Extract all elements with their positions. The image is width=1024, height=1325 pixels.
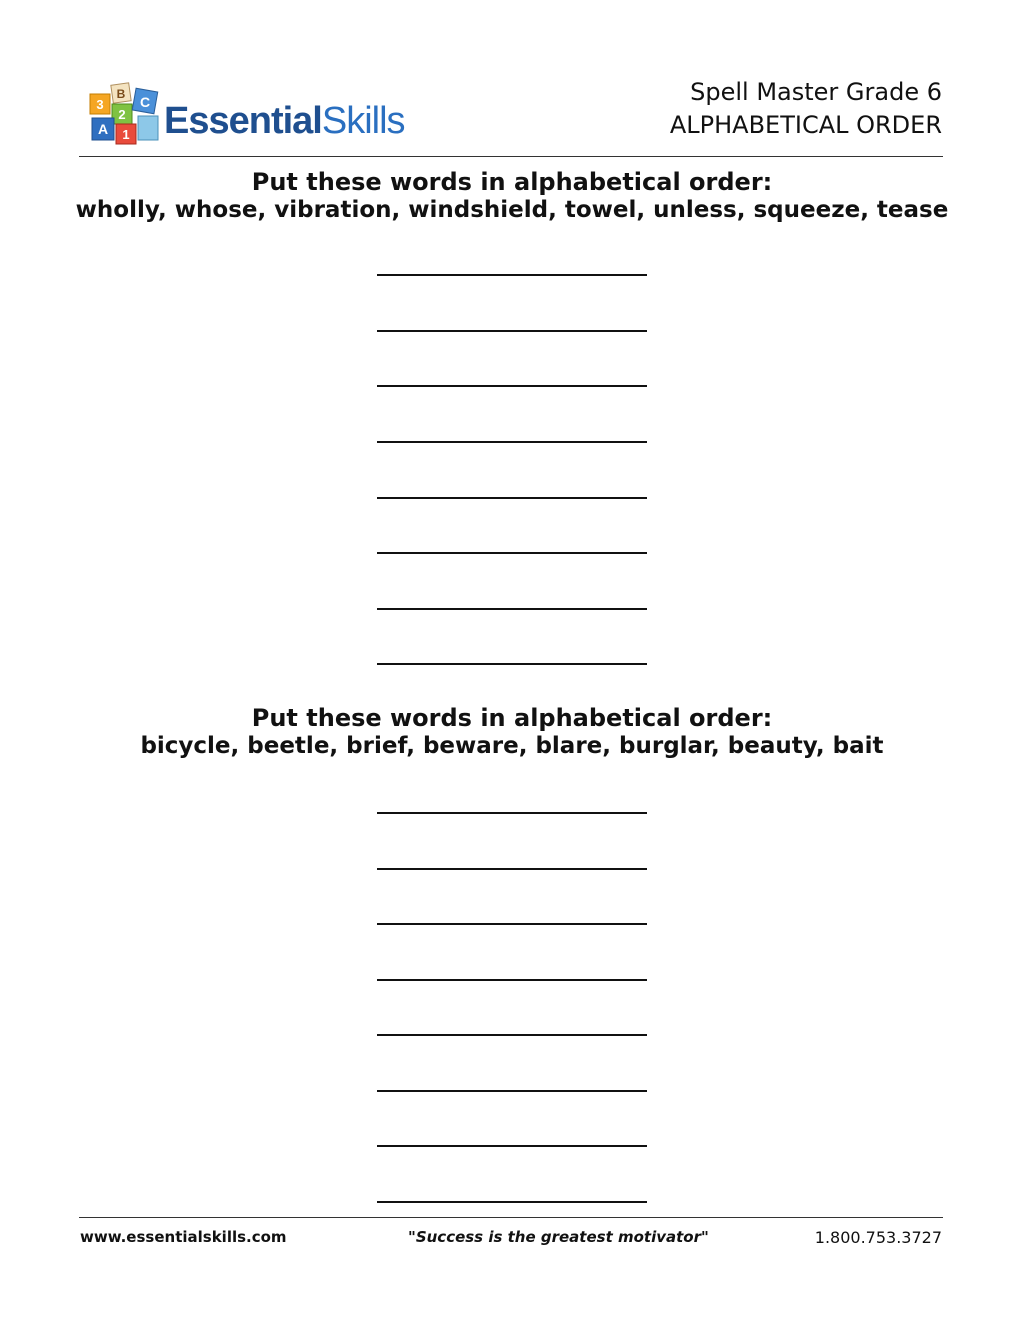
footer-website[interactable]: www.essentialskills.com bbox=[80, 1228, 287, 1246]
header-divider bbox=[79, 156, 943, 157]
answer-line[interactable] bbox=[377, 608, 647, 610]
footer-slogan: "Success is the greatest motivator" bbox=[408, 1228, 709, 1246]
answer-line[interactable] bbox=[377, 330, 647, 332]
answer-line[interactable] bbox=[377, 274, 647, 276]
answer-line[interactable] bbox=[377, 868, 647, 870]
exercise-1 bbox=[0, 168, 1024, 224]
answer-line[interactable] bbox=[377, 1090, 647, 1092]
answer-line[interactable] bbox=[377, 979, 647, 981]
answer-line[interactable] bbox=[377, 923, 647, 925]
series-title: Spell Master Grade 6 bbox=[690, 78, 942, 106]
answer-line[interactable] bbox=[377, 552, 647, 554]
exercise-instruction: Put these words in alphabetical order: bbox=[251, 704, 773, 732]
exercise-instruction: Put these words in alphabetical order: bbox=[251, 168, 773, 196]
answer-line[interactable] bbox=[377, 663, 647, 665]
essential-skills-logo bbox=[86, 80, 426, 150]
answer-line[interactable] bbox=[377, 1034, 647, 1036]
svg-text:B: B bbox=[116, 87, 126, 101]
answer-line[interactable] bbox=[377, 1145, 647, 1147]
exercise-2 bbox=[0, 704, 1024, 760]
logo-word-skills: Skills bbox=[321, 100, 405, 142]
answer-line[interactable] bbox=[377, 441, 647, 443]
logo-word-essential: Essential bbox=[164, 100, 322, 142]
footer-divider bbox=[79, 1217, 943, 1218]
svg-text:2: 2 bbox=[118, 107, 126, 122]
svg-text:A: A bbox=[97, 121, 109, 137]
answer-line[interactable] bbox=[377, 1201, 647, 1203]
answer-line[interactable] bbox=[377, 812, 647, 814]
answer-line[interactable] bbox=[377, 385, 647, 387]
footer-phone: 1.800.753.3727 bbox=[814, 1228, 942, 1247]
logo-wordmark bbox=[164, 100, 405, 143]
word-list: bicycle, beetle, brief, beware, blare, burglar, beauty, bait bbox=[140, 733, 884, 759]
svg-text:3: 3 bbox=[96, 97, 104, 112]
alphabet-blocks-icon bbox=[86, 80, 164, 150]
word-list: wholly, whose, vibration, windshield, towel, unless, squeeze, tease bbox=[75, 197, 949, 223]
answer-line[interactable] bbox=[377, 497, 647, 499]
worksheet-topic: ALPHABETICAL ORDER bbox=[669, 111, 942, 139]
svg-text:1: 1 bbox=[122, 127, 130, 142]
worksheet-header bbox=[670, 76, 942, 142]
svg-text:C: C bbox=[139, 94, 151, 110]
